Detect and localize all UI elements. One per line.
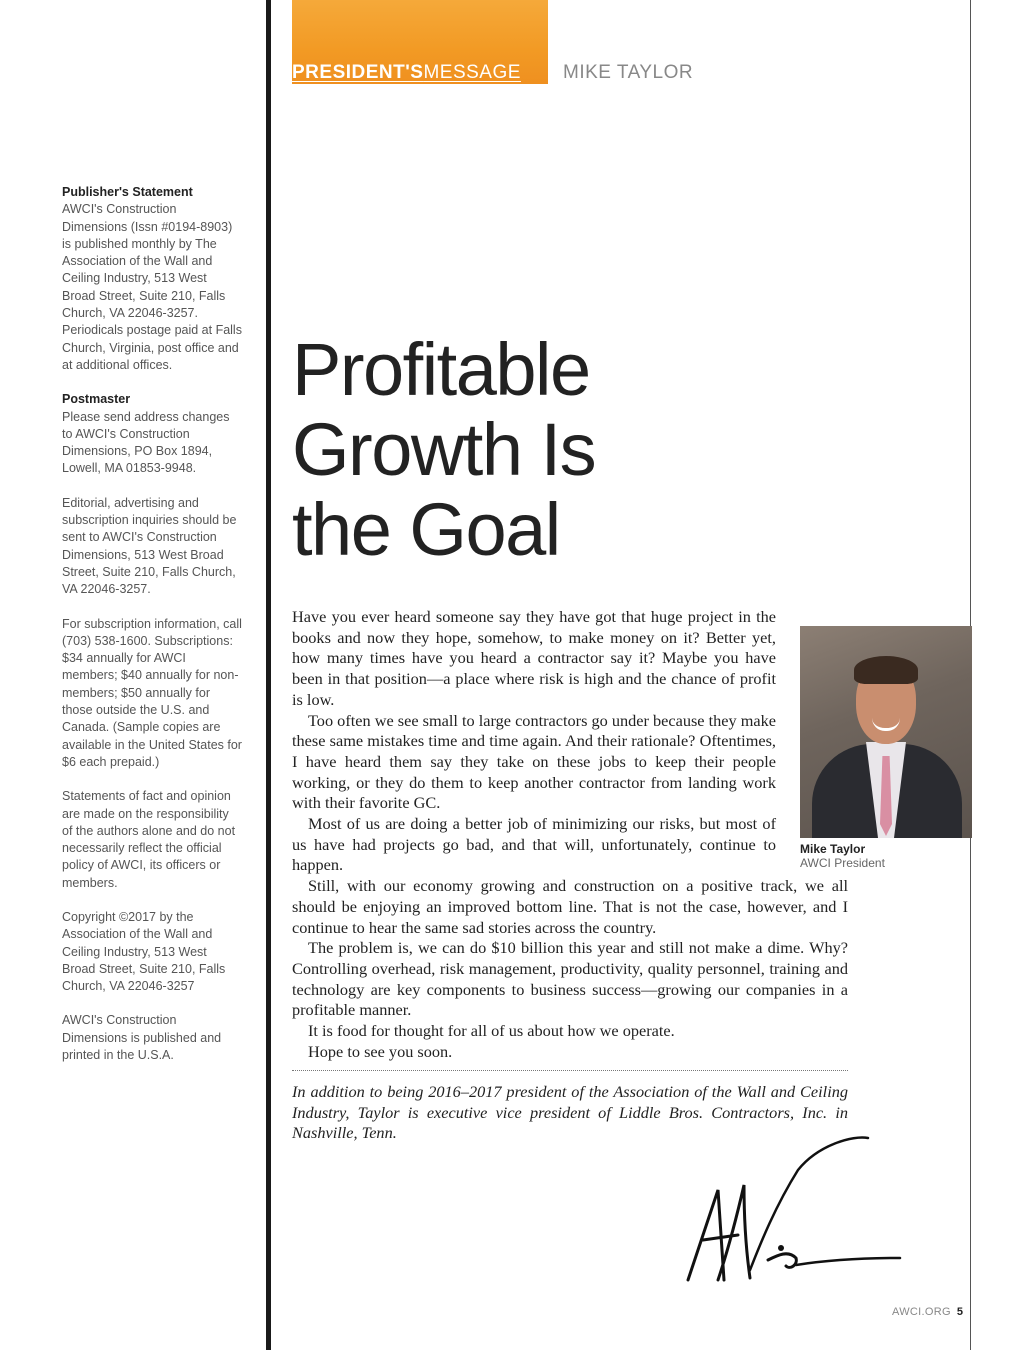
sidebar [62, 184, 242, 1081]
postmaster-text: Please send address changes to AWCI's Construction Dimensions, PO Box 1894, Lowell, MA 01853-9948. [62, 409, 230, 476]
subscription-info [62, 616, 242, 772]
article-title [292, 330, 712, 570]
signature-image [678, 1130, 908, 1290]
paragraph-4: Still, with our economy growing and construction on a positive track, we all should be enjoying an improved bottom line. That is not the case, however, and I continue to hear the same sad stories across the country. [292, 876, 848, 937]
photo-hair [854, 656, 918, 684]
photo-caption-name: Mike Taylor [800, 842, 866, 856]
photo-caption-role: AWCI President [800, 856, 885, 870]
printed-text: AWCI's Construction Dimensions is published and printed in the U.S.A. [62, 1013, 222, 1063]
left-column-rule [266, 0, 271, 1350]
disclaimer-text: Statements of fact and opinion are made on the responsibility of the authors alone and do not necessarily reflect the official policy of AWCI, its officers or members. [62, 789, 236, 890]
title-line-2: Growth Is [292, 408, 596, 491]
editorial-text: Editorial, advertising and subscription inquiries should be sent to AWCI's Construction Dimensions, 513 West Broad Street, Suite 210, Falls Church, VA 22046-3257. [62, 495, 237, 597]
postmaster-heading: Postmaster [62, 392, 131, 407]
paragraph-3: Most of us are doing a better job of minimizing our risks, but most of us have had projects go bad, and that will, unfortunately, continue to happen. [292, 814, 776, 875]
publishers-statement-heading: Publisher's Statement [62, 185, 193, 199]
header-author: MIKE TAYLOR [563, 62, 694, 83]
section-label [292, 62, 521, 84]
footer-site: AWCI.ORG [892, 1306, 951, 1318]
section-label-light: MESSAGE [423, 62, 521, 83]
subscription-text: For subscription information, call (703) 538-1600. Subscriptions: $34 annually for AWCI members; $40 annually for non-members; $50 annually for those outside the U.S. and Canada. (Sample copies are available in the United States for $6 each prepaid.) [62, 616, 242, 769]
publishers-statement-text: AWCI's Construction Dimensions (Issn #0194-8903) is published monthly by The Association of the Wall and Ceiling Industry, 513 West Broad Street, Suite 210, Falls Church, VA 22046-3257. Periodicals postage paid at Falls Church, Virginia, post office and at additional offices. [62, 202, 242, 372]
paragraph-2: Too often we see small to large contractors go under because they make these same mistakes time and time again. And their rationale? Oftentimes, I have heard them say they take on these jobs to keep their people working, or they do them to keep another contractor from landing work with their favorite GC. [292, 710, 776, 813]
copyright-text: Copyright ©2017 by the Association of the Wall and Ceiling Industry, 513 West Broad Street, Suite 210, Falls Church, VA 22046-3257 [62, 909, 226, 994]
author-bio: In addition to being 2016–2017 president of the Association of the Wall and Ceiling Industry, Taylor is executive vice president of Liddle Bros. Contractors, Inc. in Nashville, Tenn. [292, 1082, 848, 1143]
title-line-3: the Goal [292, 488, 560, 571]
page-footer [892, 1306, 963, 1318]
bio-separator [292, 1070, 848, 1071]
paragraph-1: Have you ever heard someone say they have got that huge project in the books and now they hope, somehow, to make money on it? Better yet, how many times have you heard a contractor say it? Maybe you have been in that position—a place where risk is high and the chance of profit is low. [292, 607, 776, 709]
printed-notice [62, 1012, 242, 1064]
paragraph-6: It is food for thought for all of us about how we operate. [308, 1021, 675, 1041]
section-label-bold: PRESIDENT'S [292, 62, 424, 83]
copyright [62, 909, 242, 995]
disclaimer [62, 788, 242, 892]
page-number: 5 [956, 1306, 964, 1318]
paragraph-7: Hope to see you soon. [308, 1041, 453, 1061]
paragraph-5: The problem is, we can do $10 billion this year and still not make a dime. Why? Controlling overhead, risk management, productivity, quality personnel, training and technology are key components to business success—growing our companies in a profitable manner. [292, 938, 848, 1020]
article-body [292, 607, 848, 1062]
author-photo [800, 626, 972, 838]
postmaster [62, 391, 242, 477]
editorial-inquiries [62, 495, 242, 599]
title-line-1: Profitable [292, 328, 590, 411]
publishers-statement [62, 184, 242, 374]
